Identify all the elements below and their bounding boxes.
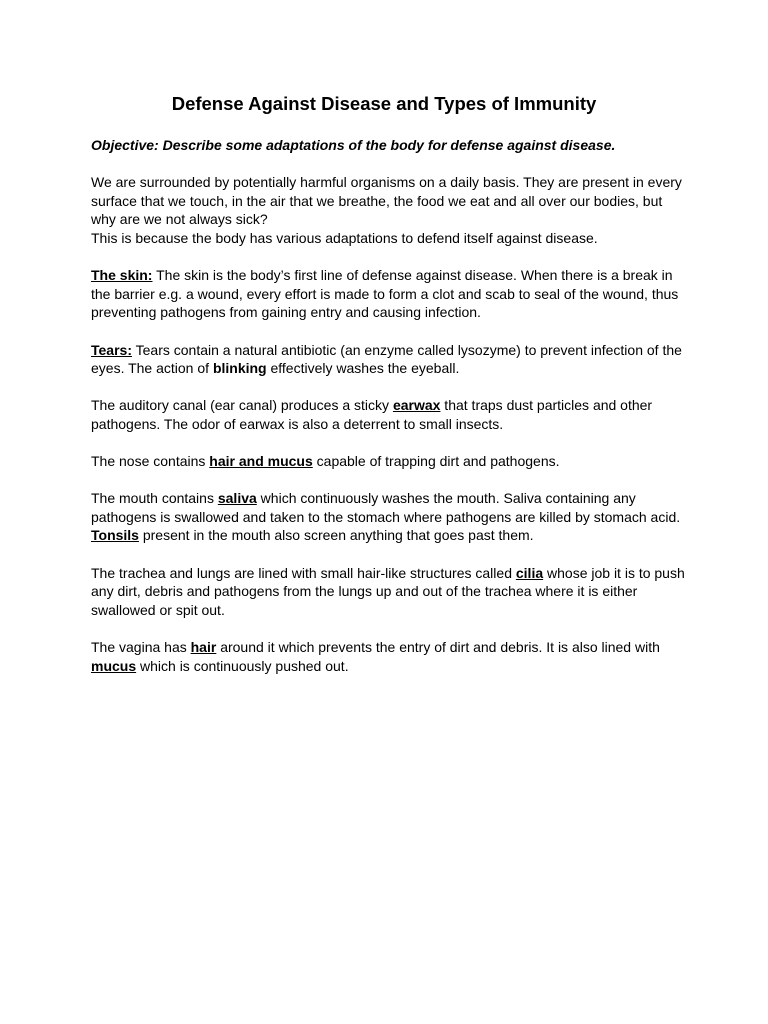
vagina-paragraph <box>91 638 691 675</box>
mouth-term: saliva <box>217 490 257 507</box>
nose-paragraph <box>91 452 691 471</box>
intro-paragraph <box>91 173 691 229</box>
tears-text-1: Tears contain a natural antibiotic (an enzyme called lysozyme) to prevent infection of the eyes. The action of <box>91 341 682 377</box>
ear-text-1: The auditory canal (ear canal) produces a sticky <box>91 397 393 414</box>
skin-text: The skin is the body’s first line of defense against disease. When there is a break in the barrier e.g. a wound, every effort is made to form a clot and scab to seal of the wound, thus preventing pathogens from gaining entry and causing infection. <box>91 267 679 321</box>
vagina-term-2: mucus <box>91 657 137 674</box>
intro-line-1: We are surrounded by potentially harmful organisms on a daily basis. They are present in every surface that we touch, in the air that we breathe, the food we eat and all over our bodies, but why are we not always sick? <box>91 174 682 228</box>
skin-paragraph <box>91 266 691 322</box>
nose-text-1: The nose contains <box>91 453 210 470</box>
mouth-text-2: which continuously washes the mouth. Saliva containing any pathogens is swallowed and taken to the stomach where pathogens are killed by stomach acid. <box>91 490 681 525</box>
intro-conclusion: This is because the body has various adaptations to defend itself against disease. <box>91 229 598 246</box>
trachea-text-1: The trachea and lungs are lined with small hair-like structures called <box>91 564 516 581</box>
vagina-text-2: around it which prevents the entry of dirt and debris. It is also lined with <box>216 639 660 656</box>
document-title: Defense Against Disease and Types of Immunity <box>171 93 597 114</box>
mouth-term-2: Tonsils <box>91 527 139 544</box>
tears-bold-term: blinking <box>212 360 267 377</box>
nose-term: hair and mucus <box>209 453 313 470</box>
tears-paragraph <box>91 341 691 378</box>
ear-paragraph <box>91 396 691 433</box>
trachea-text-2: whose job it is to push any dirt, debris and pathogens from the lungs up and out of the trachea where it is either swallowed or spit out. <box>91 564 685 618</box>
ear-term: earwax <box>392 397 441 414</box>
ear-text-2: that traps dust particles and other pathogens. The odor of earwax is also a deterrent to small insects. <box>91 397 653 432</box>
nose-text-2: capable of trapping dirt and pathogens. <box>312 453 560 470</box>
mouth-paragraph <box>91 489 691 545</box>
mouth-text-3: present in the mouth also screen anything that goes past them. <box>138 527 534 544</box>
vagina-text-3: which is continuously pushed out. <box>136 657 349 674</box>
tears-text-2: effectively washes the eyeball. <box>266 360 460 377</box>
document-body <box>91 136 691 675</box>
mouth-text-1: The mouth contains <box>91 490 218 507</box>
trachea-paragraph <box>91 564 691 620</box>
tears-heading: Tears: <box>91 341 132 358</box>
objective-text: Objective: Describe some adaptations of the body for defense against disease. <box>91 137 616 153</box>
vagina-text-1: The vagina has <box>91 639 191 656</box>
skin-heading: The skin: <box>91 267 153 284</box>
vagina-term: hair <box>190 639 217 656</box>
trachea-term: cilia <box>515 564 544 581</box>
